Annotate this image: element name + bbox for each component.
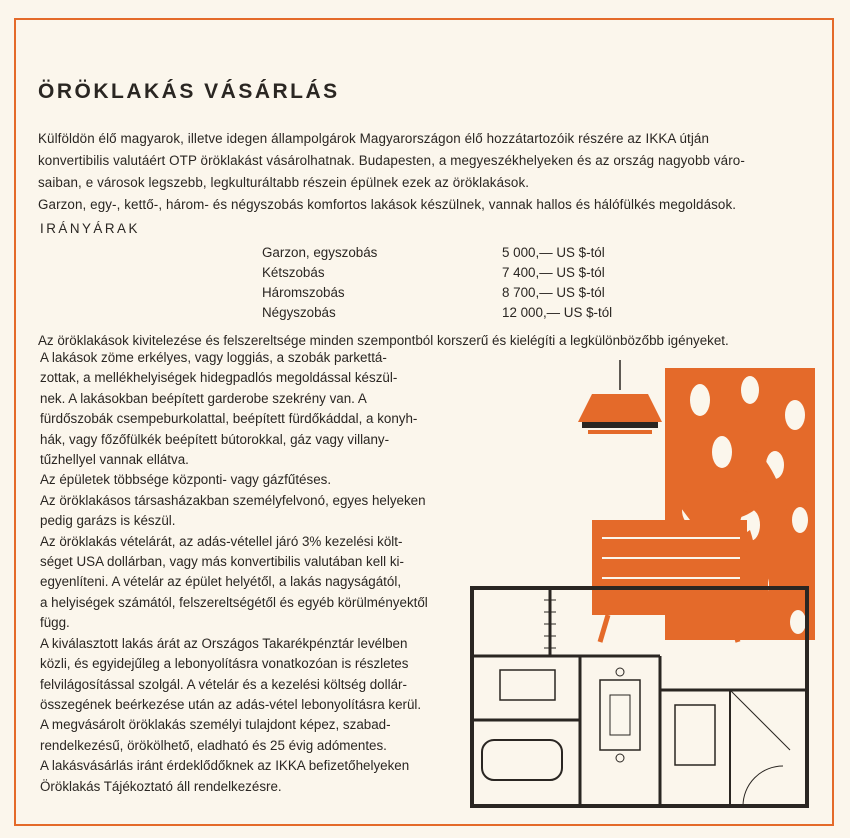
body-line: közli, és egyidejűleg a lebonyolításra vonatkozóan is részletes bbox=[40, 656, 409, 672]
page-title: ÖRÖKLAKÁS VÁSÁRLÁS bbox=[38, 80, 340, 103]
intro-line: Külföldön élő magyarok, illetve idegen állampolgárok Magyarországon élő hozzátartozóik részére az IKKA útján bbox=[38, 131, 710, 146]
body-line: A kiválasztott lakás árát az Országos Takarékpénztár levélben bbox=[40, 635, 408, 651]
body-line: séget USA dollárban, vagy más konvertibilis valutában kell ki- bbox=[40, 554, 404, 570]
price-row bbox=[262, 303, 642, 323]
room-type: Garzon, egyszobás bbox=[262, 245, 378, 260]
body-line: A lakások zöme erkélyes, vagy loggiás, a szobák parkettá- bbox=[40, 350, 387, 365]
room-price: 8 700,— US $-tól bbox=[502, 285, 605, 300]
body-line: nek. A lakásokban beépített garderobe szekrény van. A bbox=[40, 390, 367, 406]
price-row bbox=[262, 263, 642, 283]
price-table bbox=[262, 243, 642, 323]
body-line: Az öröklakás vételárát, az adás-vétellel járó 3% kezelési költ- bbox=[40, 533, 403, 549]
body-line: függ. bbox=[40, 615, 70, 631]
intro-line: saiban, e városok legszebb, legkulturáltabb részein épülnek ezek az öröklakások. bbox=[38, 175, 530, 190]
intro-line: konvertibilis valutáért OTP öröklakást vásárolhatnak. Budapesten, a megyeszékhelyeken és az ország nagyobb váro- bbox=[38, 153, 745, 168]
body-line: zottak, a mellékhelyiségek hidegpadlós megoldással készül- bbox=[40, 370, 398, 386]
body-line: hák, vagy főzőfülkék beépített bútorokkal, gáz vagy villany- bbox=[40, 431, 390, 447]
body-column bbox=[40, 348, 460, 797]
body-line: A lakásvásárlás iránt érdeklődőknek az IKKA befizetőhelyeken bbox=[40, 758, 410, 774]
body-line: pedig garázs is készül. bbox=[40, 513, 176, 529]
body-line: Az öröklakásos társasházakban személyfelvonó, egyes helyeken bbox=[40, 492, 426, 508]
body-line: egyenlíteni. A vételár az épület helyétől, a lakás nagyságától, bbox=[40, 574, 402, 590]
body-line: Az épületek többsége központi- vagy gázfűtéses. bbox=[40, 472, 332, 488]
room-price: 12 000,— US $-tól bbox=[502, 305, 613, 320]
room-price: 5 000,— US $-tól bbox=[502, 245, 605, 260]
price-row bbox=[262, 283, 642, 303]
full-width-line: Az öröklakások kivitelezése és felszereltsége minden szempontból korszerű és kielégíti a legkülönbözőbb igényeket. bbox=[38, 333, 729, 348]
intro-paragraph bbox=[38, 128, 818, 216]
body-line: rendelkezésű, örökölhető, eladható és 25 évig adómentes. bbox=[40, 737, 387, 753]
price-heading: IRÁNYÁRAK bbox=[40, 221, 140, 236]
room-price: 7 400,— US $-tól bbox=[502, 265, 605, 280]
body-line: fürdőszobák csempeburkolattal, beépített fürdőkáddal, a konyh- bbox=[40, 411, 418, 427]
body-line: felvilágosítással szolgál. A vételár és a kezelési költség dollár- bbox=[40, 676, 407, 692]
body-line: A megvásárolt öröklakás személyi tulajdont képez, szabad- bbox=[40, 717, 391, 733]
interior-illustration bbox=[460, 360, 820, 815]
room-type: Kétszobás bbox=[262, 265, 325, 280]
body-line: a helyiségek számától, felszereltségétől és egyéb körülményektől bbox=[40, 594, 428, 610]
body-line: Öröklakás Tájékoztató áll rendelkezésre. bbox=[40, 778, 282, 794]
intro-line: Garzon, egy-, kettő-, három- és négyszobás komfortos lakások készülnek, vannak hallos és hálófülkés megoldások. bbox=[38, 197, 737, 212]
body-line: összegének beérkezése után az adás-vétel lebonyolításra kerül. bbox=[40, 696, 422, 712]
body-line: tűzhellyel vannak ellátva. bbox=[40, 452, 189, 468]
room-type: Négyszobás bbox=[262, 305, 336, 320]
price-row bbox=[262, 243, 642, 263]
room-type: Háromszobás bbox=[262, 285, 345, 300]
pendant-lamp bbox=[578, 360, 662, 434]
